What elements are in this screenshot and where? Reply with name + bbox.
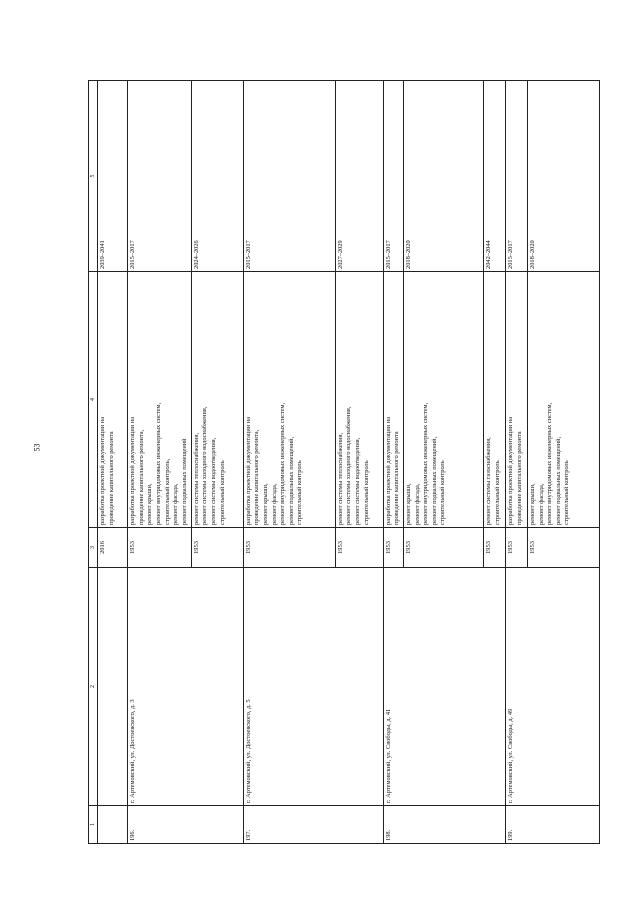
work-item: разработка проектной документации на	[506, 416, 514, 525]
works-cell	[527, 272, 599, 528]
column-number-header	[89, 81, 98, 844]
work-item: ремонт подвальных помещений,	[554, 436, 562, 525]
works-cell	[335, 272, 383, 528]
row-number: 197.	[243, 806, 383, 844]
period-cell: 2015–2017	[243, 81, 335, 272]
work-item: строительный контроль	[439, 460, 447, 525]
table-row	[128, 81, 191, 844]
work-item: ремонт подвальных помещений,	[287, 436, 295, 525]
address-cell: г. Артемовский, ул. Достоевского, д. 3	[128, 568, 243, 806]
header-cell: 2	[89, 568, 98, 806]
works-cell	[191, 272, 243, 528]
work-item: строительный контроль,	[163, 458, 171, 525]
work-item: ремонт крыши,	[528, 483, 536, 525]
work-item: проведение капитального ремонта	[393, 431, 401, 525]
table-row	[243, 81, 335, 844]
year-cell: 1953	[243, 528, 335, 568]
year-cell: 1953	[191, 528, 243, 568]
work-item: строительный контроль	[362, 460, 370, 525]
work-item: проведение капитального ремонта	[515, 431, 523, 525]
header-cell: 1	[89, 806, 98, 844]
address-cell: г. Артемовский, ул. Достоевского, д. 5	[243, 568, 383, 806]
period-cell: 2015–2017	[128, 81, 191, 272]
header-cell: 5	[89, 81, 98, 272]
address-cell: г. Артемовский, ул. Свободы, д. 49	[505, 568, 599, 806]
year-cell: 2016	[98, 528, 128, 568]
table-row	[98, 81, 128, 844]
period-cell: 2015–2017	[383, 81, 403, 272]
work-item: ремонт системы водоотведения,	[353, 437, 361, 525]
work-item: ремонт системы газоснабжения,	[484, 437, 492, 525]
work-item: ремонт подвальных помещений,	[430, 436, 438, 525]
table-row	[505, 81, 527, 844]
period-cell: 2018–2020	[403, 81, 483, 272]
rotated-table-container	[88, 81, 600, 844]
work-item: ремонт системы теплоснабжения,	[336, 432, 344, 525]
period-cell: 2018–2020	[527, 81, 599, 272]
work-item: ремонт внутридомовых инженерных систем,	[155, 402, 163, 525]
year-cell: 1953	[403, 528, 483, 568]
work-item: ремонт внутридомовых инженерных систем,	[546, 402, 554, 525]
work-item: разработка проектной документации на	[129, 416, 137, 525]
works-cell	[128, 272, 191, 528]
work-item: ремонт фасада,	[537, 483, 545, 525]
work-item: проведение капитального ремонта,	[137, 429, 145, 525]
repair-schedule-table	[88, 80, 600, 844]
year-cell: 1953	[483, 528, 505, 568]
address-cell: г. Артемовский, ул. Свободы, д. 41	[383, 568, 505, 806]
period-cell: 2024–2026	[191, 81, 243, 272]
year-cell: 1953	[527, 528, 599, 568]
works-cell	[483, 272, 505, 528]
work-item: ремонт крыши,	[146, 483, 154, 525]
row-number	[98, 806, 128, 844]
row-number: 198.	[383, 806, 505, 844]
work-item: ремонт фасада,	[172, 483, 180, 525]
work-item: строительный контроль	[563, 460, 571, 525]
work-item: разработка проектной документации на	[384, 416, 392, 525]
year-cell: 1953	[128, 528, 191, 568]
work-item: проведение капитального ремонта,	[253, 429, 261, 525]
table-row	[383, 81, 403, 844]
year-cell: 1953	[505, 528, 527, 568]
work-item: ремонт крыши,	[404, 483, 412, 525]
period-cell: 2042–2044	[483, 81, 505, 272]
works-cell	[403, 272, 483, 528]
address-cell	[98, 568, 128, 806]
works-cell	[98, 272, 128, 528]
row-number: 199.	[505, 806, 599, 844]
work-item: проведение капитального ремонта	[107, 431, 115, 525]
works-cell	[243, 272, 335, 528]
page-number: 53	[32, 443, 42, 452]
work-item: ремонт крыши,	[261, 483, 269, 525]
period-cell: 2027–2029	[335, 81, 383, 272]
work-item: ремонт внутридомовых инженерных систем,	[422, 402, 430, 525]
works-cell	[383, 272, 403, 528]
work-item: строительный контроль	[218, 460, 226, 525]
period-cell: 2039–2041	[98, 81, 128, 272]
work-item: ремонт системы холодного водоснабжения,	[201, 406, 209, 525]
work-item: ремонт подвальных помещений	[180, 438, 188, 525]
work-item: ремонт фасада,	[413, 483, 421, 525]
work-item: ремонт системы холодного водоснабжения,	[345, 406, 353, 525]
work-item: ремонт системы водоотведения,	[209, 437, 217, 525]
row-number: 196.	[128, 806, 243, 844]
work-item: разработка проектной документации на	[244, 416, 252, 525]
work-item: строительный контроль	[493, 460, 501, 525]
period-cell: 2015–2017	[505, 81, 527, 272]
work-item: ремонт фасада,	[270, 483, 278, 525]
header-cell: 3	[89, 528, 98, 568]
header-cell: 4	[89, 272, 98, 528]
year-cell: 1953	[383, 528, 403, 568]
works-cell	[505, 272, 527, 528]
work-item: строительный контроль	[296, 460, 304, 525]
work-item: ремонт внутридомовых инженерных систем,	[279, 402, 287, 525]
year-cell: 1953	[335, 528, 383, 568]
work-item: разработка проектной документации на	[99, 416, 107, 525]
work-item: ремонт системы теплоснабжения,	[192, 432, 200, 525]
